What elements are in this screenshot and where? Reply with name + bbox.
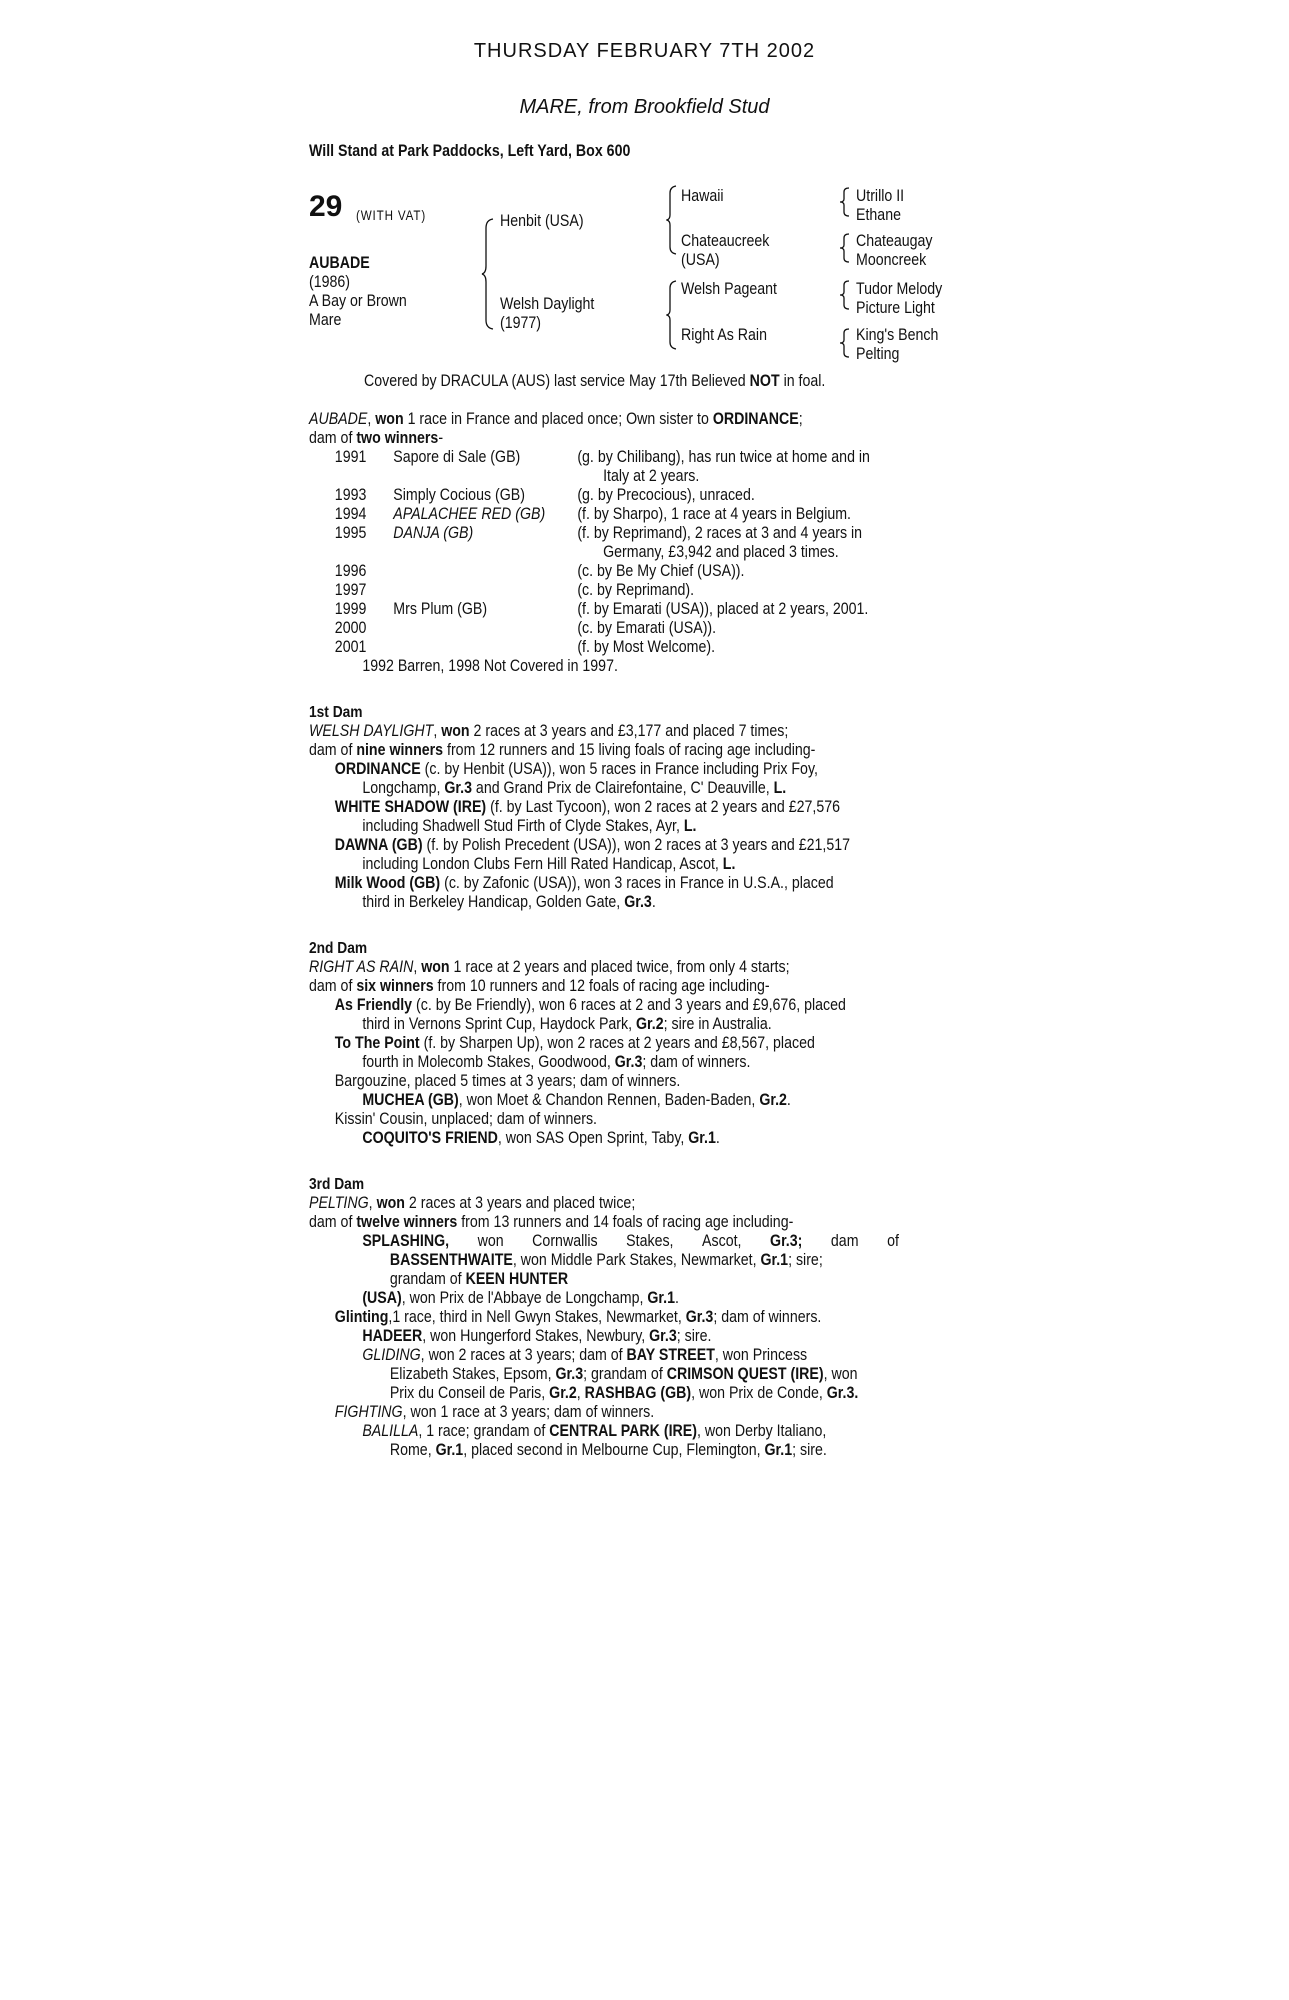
- third-dam-fighting: FIGHTING, won 1 race at 3 years; dam of winners.: [334, 1403, 655, 1421]
- produce-details-cont: Germany, £3,942 and placed 3 times.: [603, 543, 839, 561]
- produce-row: [309, 619, 902, 638]
- pedigree-sire-dam-country: (USA): [681, 251, 720, 269]
- produce-year: 2001: [334, 638, 367, 656]
- pedigree-ggs-6: Picture Light: [856, 299, 935, 317]
- pedigree-brace-main: [481, 218, 495, 330]
- first-dam-white-shadow: WHITE SHADOW (IRE) (f. by Last Tycoon), won 2 races at 2 years and £27,576: [334, 798, 841, 816]
- pedigree-brace-sire: [666, 185, 678, 255]
- first-dam-dawna: DAWNA (GB) (f. by Polish Precedent (USA)), won 2 races at 3 years and £21,517: [334, 836, 851, 854]
- third-dam-glinting: Glinting,1 race, third in Nell Gwyn Stakes, Newmarket, Gr.3; dam of winners.: [334, 1308, 822, 1326]
- produce-row: [309, 505, 902, 524]
- pedigree-brace-gs1: [839, 187, 851, 217]
- first-dam-white-shadow-cont: including Shadwell Stud Firth of Clyde Stakes, Ayr, L.: [362, 817, 697, 835]
- pedigree-brace-gs4: [839, 328, 851, 358]
- second-dam-line-1: RIGHT AS RAIN, won 1 race at 2 years and placed twice, from only 4 starts;: [309, 958, 790, 976]
- first-dam-line-1: WELSH DAYLIGHT, won 2 races at 3 years and £3,177 and placed 7 times;: [309, 722, 789, 740]
- produce-name: APALACHEE RED (GB): [393, 505, 546, 523]
- produce-year: 1999: [334, 600, 367, 618]
- first-dam-ordinance-cont: Longchamp, Gr.3 and Grand Prix de Clairefontaine, C' Deauville, L.: [362, 779, 787, 797]
- pedigree-brace-gs3: [839, 280, 851, 310]
- pedigree-brace-dam: [666, 280, 678, 350]
- produce-row-cont: [309, 543, 902, 562]
- second-dam-as-friendly-cont: third in Vernons Sprint Cup, Haydock Park, Gr.2; sire in Australia.: [362, 1015, 772, 1033]
- produce-row: [309, 600, 902, 619]
- produce-year: 1995: [334, 524, 367, 542]
- second-dam-line-2: dam of six winners from 10 runners and 12 foals of racing age including-: [309, 977, 770, 995]
- sale-date: THURSDAY FEBRUARY 7TH 2002: [473, 40, 816, 62]
- produce-row: [309, 581, 902, 600]
- produce-name: DANJA (GB): [393, 524, 474, 542]
- first-dam-ordinance: ORDINANCE (c. by Henbit (USA)), won 5 races in France including Prix Foy,: [334, 760, 818, 778]
- pedigree-dam-sire: Welsh Pageant: [681, 280, 777, 298]
- pedigree-brace-gs2: [839, 233, 851, 263]
- produce-details: (f. by Most Welcome).: [577, 638, 716, 656]
- produce-row: [309, 448, 902, 467]
- second-dam-to-the-point: To The Point (f. by Sharpen Up), won 2 races at 2 years and £8,567, placed: [334, 1034, 815, 1052]
- second-dam-as-friendly: As Friendly (c. by Be Friendly), won 6 races at 2 and 3 years and £9,676, placed: [334, 996, 846, 1014]
- produce-details: (f. by Sharpo), 1 race at 4 years in Belgium.: [577, 505, 852, 523]
- stand-location: Will Stand at Park Paddocks, Left Yard, Box 600: [309, 142, 631, 160]
- produce-name: Sapore di Sale (GB): [393, 448, 521, 466]
- lot-subtitle: MARE, from Brookfield Stud: [519, 96, 770, 118]
- second-dam-kissin-cousin: Kissin' Cousin, unplaced; dam of winners.: [334, 1110, 598, 1128]
- produce-details: (c. by Reprimand).: [577, 581, 695, 599]
- produce-list: [309, 448, 999, 657]
- third-dam-keen-hunter: grandam of KEEN HUNTER: [389, 1270, 569, 1288]
- first-dam-heading: 1st Dam: [309, 704, 363, 721]
- pedigree-ggs-4: Mooncreek: [856, 251, 927, 269]
- first-dam-milk-wood-cont: third in Berkeley Handicap, Golden Gate, Gr.3.: [362, 893, 656, 911]
- third-dam-splashing: SPLASHING, won Cornwallis Stakes, Ascot, Gr.3; dam of: [362, 1232, 899, 1250]
- produce-row: [309, 524, 902, 543]
- third-dam-keen-hunter-cont: (USA), won Prix de l'Abbaye de Longchamp, Gr.1.: [362, 1289, 679, 1307]
- catalogue-body: [309, 410, 999, 1460]
- third-dam-gliding: GLIDING, won 2 races at 3 years; dam of BAY STREET, won Princess: [362, 1346, 808, 1364]
- second-dam-coquitos-friend: COQUITO'S FRIEND, won SAS Open Sprint, Taby, Gr.1.: [362, 1129, 720, 1147]
- produce-details: (g. by Precocious), unraced.: [577, 486, 755, 504]
- first-dam-line-2: dam of nine winners from 12 runners and 15 living foals of racing age including-: [309, 741, 816, 759]
- produce-row-cont: [309, 467, 902, 486]
- covered-line: Covered by DRACULA (AUS) last service May 17th Believed NOT in foal.: [364, 372, 826, 390]
- intro-line-2: dam of two winners-: [309, 429, 444, 447]
- first-dam-dawna-cont: including London Clubs Fern Hill Rated Handicap, Ascot, L.: [362, 855, 736, 873]
- produce-row: [309, 562, 902, 581]
- produce-year: 1997: [334, 581, 367, 599]
- horse-sex: Mare: [309, 311, 342, 329]
- produce-year: 1993: [334, 486, 367, 504]
- produce-year: 2000: [334, 619, 367, 637]
- vat-note: (WITH VAT): [356, 208, 427, 223]
- produce-row: [309, 486, 902, 505]
- produce-note: 1992 Barren, 1998 Not Covered in 1997.: [362, 657, 618, 675]
- produce-year: 1996: [334, 562, 367, 580]
- produce-details: (c. by Emarati (USA)).: [577, 619, 717, 637]
- produce-year: 1994: [334, 505, 367, 523]
- second-dam-bargouzine: Bargouzine, placed 5 times at 3 years; dam of winners.: [334, 1072, 681, 1090]
- pedigree-ggs-3: Chateaugay: [856, 232, 933, 250]
- pedigree-ggs-7: King's Bench: [856, 326, 939, 344]
- produce-name: Simply Cocious (GB): [393, 486, 525, 504]
- third-dam-balilla: BALILLA, 1 race; grandam of CENTRAL PARK (IRE), won Derby Italiano,: [362, 1422, 827, 1440]
- lot-number: 29: [309, 190, 343, 223]
- pedigree-dam-year: (1977): [500, 314, 542, 332]
- intro-line-1: AUBADE, won 1 race in France and placed once; Own sister to ORDINANCE;: [309, 410, 803, 428]
- third-dam-line-1: PELTING, won 2 races at 3 years and placed twice;: [309, 1194, 636, 1212]
- produce-details: (f. by Reprimand), 2 races at 3 and 4 years in: [577, 524, 863, 542]
- third-dam-heading: 3rd Dam: [309, 1176, 365, 1193]
- pedigree-sire-dam: Chateaucreek: [681, 232, 770, 250]
- produce-details: (f. by Emarati (USA)), placed at 2 years, 2001.: [577, 600, 869, 618]
- produce-details: (g. by Chilibang), has run twice at home and in: [577, 448, 870, 466]
- second-dam-to-the-point-cont: fourth in Molecomb Stakes, Goodwood, Gr.3; dam of winners.: [362, 1053, 751, 1071]
- third-dam-hadeer: HADEER, won Hungerford Stakes, Newbury, Gr.3; sire.: [362, 1327, 712, 1345]
- third-dam-gliding-cont-1: Elizabeth Stakes, Epsom, Gr.3; grandam of CRIMSON QUEST (IRE), won: [389, 1365, 858, 1383]
- third-dam-balilla-cont: Rome, Gr.1, placed second in Melbourne Cup, Flemington, Gr.1; sire.: [389, 1441, 827, 1459]
- third-dam-gliding-cont-2: Prix du Conseil de Paris, Gr.2, RASHBAG (GB), won Prix de Conde, Gr.3.: [389, 1384, 859, 1402]
- produce-details-cont: Italy at 2 years.: [603, 467, 700, 485]
- horse-name: AUBADE: [309, 254, 370, 272]
- pedigree-ggs-2: Ethane: [856, 206, 901, 224]
- pedigree-dam: Welsh Daylight: [500, 295, 595, 313]
- first-dam-milk-wood: Milk Wood (GB) (c. by Zafonic (USA)), won 3 races in France in U.S.A., placed: [334, 874, 834, 892]
- pedigree-ggs-1: Utrillo II: [856, 187, 905, 205]
- second-dam-heading: 2nd Dam: [309, 940, 368, 957]
- pedigree-dam-dam: Right As Rain: [681, 326, 767, 344]
- pedigree-ggs-5: Tudor Melody: [856, 280, 943, 298]
- third-dam-line-2: dam of twelve winners from 13 runners and 14 foals of racing age including-: [309, 1213, 794, 1231]
- produce-year: 1991: [334, 448, 367, 466]
- second-dam-muchea: MUCHEA (GB), won Moet & Chandon Rennen, Baden-Baden, Gr.2.: [362, 1091, 791, 1109]
- pedigree-sire-sire: Hawaii: [681, 187, 724, 205]
- produce-name: Mrs Plum (GB): [393, 600, 488, 618]
- produce-row: [309, 638, 902, 657]
- pedigree-sire: Henbit (USA): [500, 212, 584, 230]
- horse-description: A Bay or Brown: [309, 292, 407, 310]
- third-dam-bassenthwaite: BASSENTHWAITE, won Middle Park Stakes, Newmarket, Gr.1; sire;: [389, 1251, 823, 1269]
- horse-year: (1986): [309, 273, 351, 291]
- pedigree-ggs-8: Pelting: [856, 345, 900, 363]
- produce-details: (c. by Be My Chief (USA)).: [577, 562, 745, 580]
